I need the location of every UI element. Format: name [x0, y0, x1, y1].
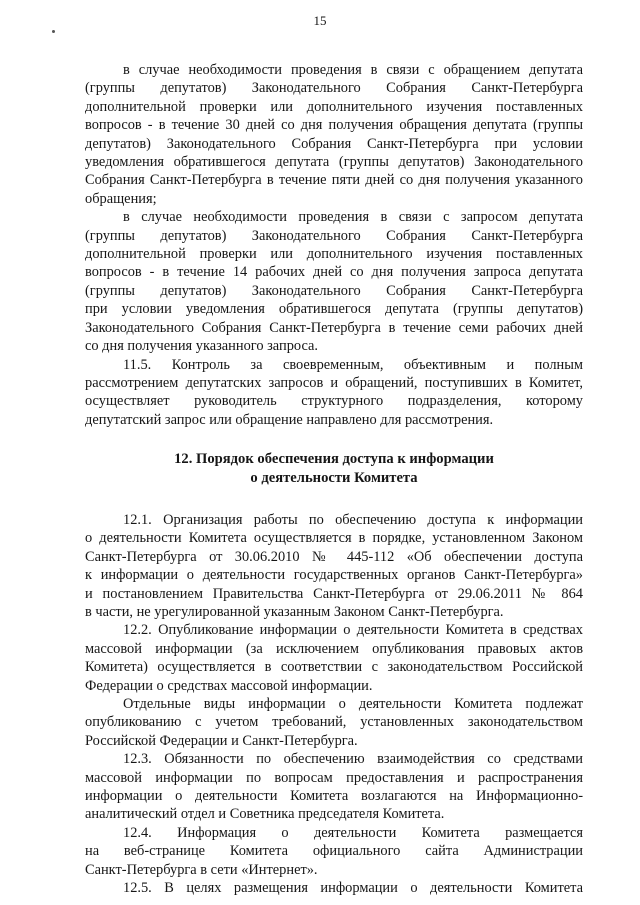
text-line: обращения; [85, 190, 157, 207]
text-line: (группы депутатов) Законодательного Собрания Санкт-Петербурга [85, 80, 583, 97]
text-line: Российской Федерации и Санкт-Петербурга. [85, 732, 358, 749]
text-line: в случае необходимости проведения в связи с обращением депутата [123, 62, 583, 78]
text-line: при условии уведомления обратившегося депутата (группы депутатов) [85, 301, 583, 318]
text-line: уведомления обратившегося депутата (группы депутатов) Законодательного [85, 154, 583, 171]
text-line: к информации о деятельности государственных органов Санкт-Петербурга» [85, 567, 583, 584]
text-line: в части, не урегулированной указанным Законом Санкт-Петербурга. [85, 603, 504, 620]
paragraph-p2 [85, 208, 583, 355]
text-line: 12.4. Информация о деятельности Комитета размещается [123, 824, 583, 841]
text-line: аналитический отдел и Советника председателя Комитета. [85, 806, 445, 823]
text-line: депутатский запрос или обращение направлено для рассмотрения. [85, 411, 494, 428]
text-line: 11.5. Контроль за своевременным, объективным и полным [123, 356, 583, 373]
text-line: Отдельные виды информации о деятельности Комитета подлежат [123, 696, 583, 712]
text-line: (группы депутатов) Законодательного Собрания Санкт-Петербурга [85, 227, 583, 244]
text-line: Санкт-Петербурга от 30.06.2010 № 445-112 «Об обеспечении доступа [85, 548, 583, 565]
paragraph-p4 [85, 511, 583, 621]
text-line: о деятельности Комитета осуществляется в порядке, установленном Законом [85, 530, 583, 547]
text-line: вопросов - в течение 14 рабочих дней со дня получения запроса депутата [85, 264, 583, 281]
text-line: дополнительной проверки или дополнительного изучения поставленных [85, 98, 583, 115]
text-line: на веб-странице Комитета официального сайта Администрации [85, 843, 583, 860]
text-line: осуществляет руководитель структурного подразделения, которому [85, 393, 583, 410]
text-line: депутатов) Законодательного Собрания Санкт-Петербурга при условии [85, 135, 583, 152]
paragraph-p1 [85, 61, 583, 208]
page-number: 15 [313, 13, 327, 28]
text-line: рассмотрением депутатских запросов и обращений, поступивших в Комитет, [85, 374, 583, 391]
text-line: Законодательного Собрания Санкт-Петербурга в течение семи рабочих дней [85, 319, 583, 336]
text-line: 12.5. В целях размещения информации о деятельности Комитета [123, 880, 583, 897]
document-body [85, 61, 583, 897]
text-line: массовой информации (за исключением опубликования правовых актов [85, 640, 583, 657]
section-12-body [85, 511, 583, 898]
section-heading-line: 12. Порядок обеспечения доступа к информации [174, 451, 494, 468]
paragraph-p5 [85, 621, 583, 695]
text-line: со дня получения указанного запроса. [85, 338, 318, 355]
paragraph-p7 [85, 750, 583, 824]
text-line: вопросов - в течение 30 дней со дня получения обращения депутата (группы [85, 117, 583, 134]
paragraph-p9 [85, 879, 583, 897]
scan-speck [52, 30, 55, 33]
text-line: опубликованию с учетом требований, установленных законодательством [85, 714, 583, 731]
text-line: массовой информации по вопросам предоставления и распространения [85, 769, 583, 786]
paragraph-p6 [85, 695, 583, 750]
text-line: 12.2. Опубликование информации о деятельности Комитета в средствах [123, 622, 583, 639]
text-line: Собрания Санкт-Петербурга в течение пяти дней со дня получения указанного [85, 172, 583, 189]
text-line: (группы депутатов) Законодательного Собрания Санкт-Петербурга [85, 282, 583, 299]
paragraph-p8 [85, 824, 583, 879]
text-line: информации о деятельности Комитета возлагаются на Информационно- [85, 788, 583, 805]
text-line: в случае необходимости проведения в связи с запросом депутата [123, 209, 583, 226]
section-12-heading [85, 450, 583, 487]
text-line: дополнительной проверки или дополнительного изучения поставленных [85, 246, 583, 263]
text-line: Комитета) осуществляется в соответствии с законодательством Российской [85, 659, 583, 676]
section-heading-line: о деятельности Комитета [250, 469, 418, 486]
paragraph-p3 [85, 356, 583, 430]
section-11-continuation [85, 61, 583, 429]
text-line: 12.1. Организация работы по обеспечению доступа к информации [123, 511, 583, 528]
text-line: Федерации о средствах массовой информации. [85, 677, 373, 694]
text-line: Санкт-Петербурга в сети «Интернет». [85, 861, 318, 878]
text-line: и постановлением Правительства Санкт-Петербурга от 29.06.2011 № 864 [85, 585, 583, 602]
text-line: 12.3. Обязанности по обеспечению взаимодействия со средствами [123, 751, 583, 768]
